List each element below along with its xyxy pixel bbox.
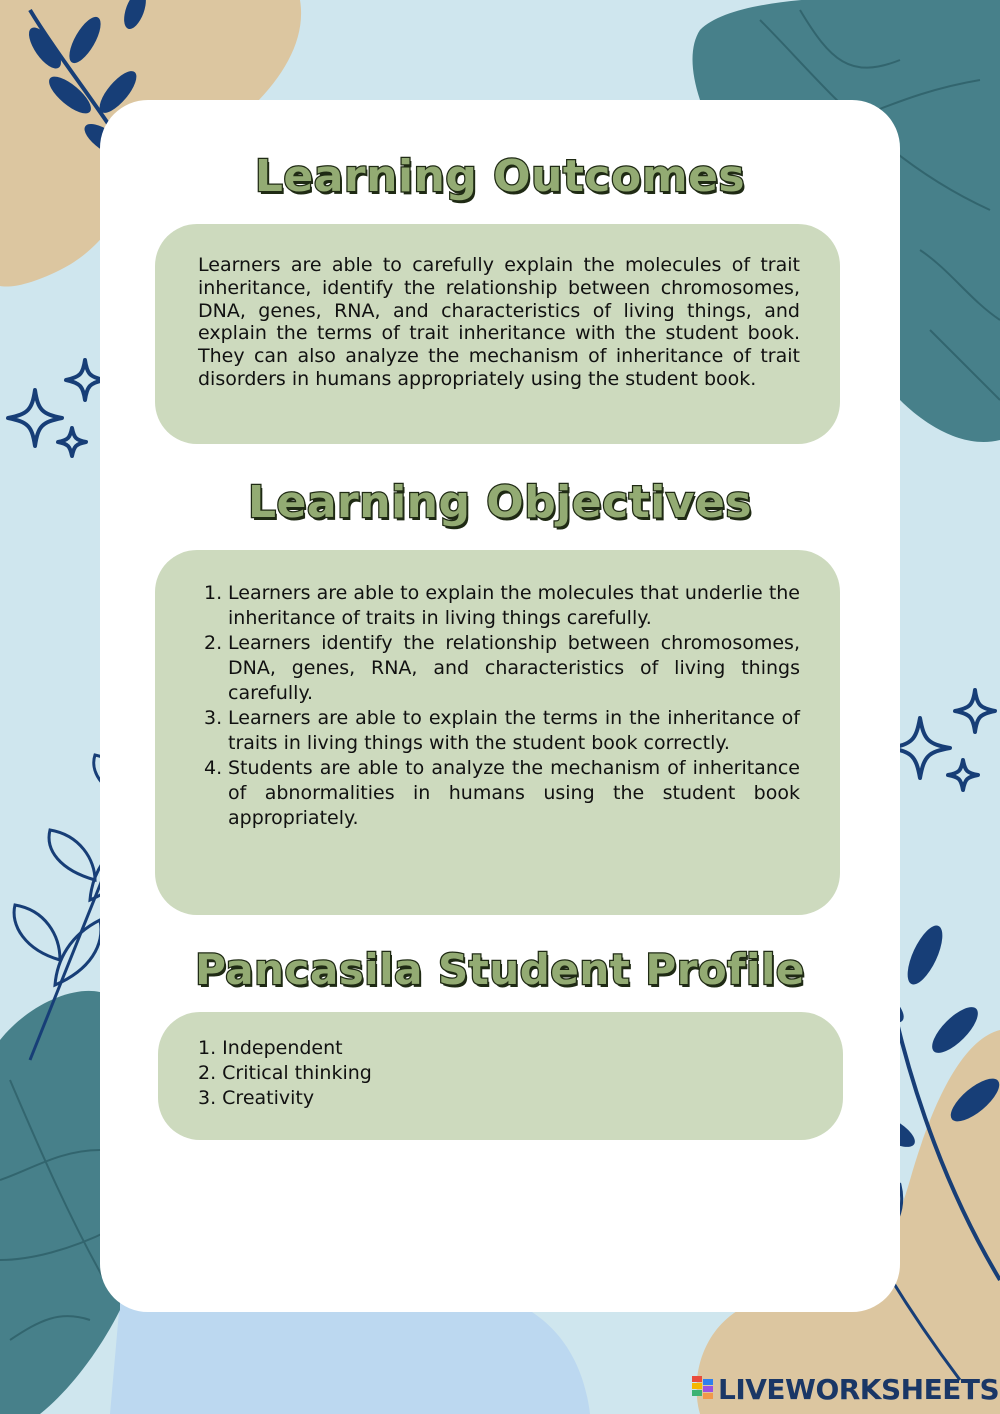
list-item bbox=[200, 756, 800, 831]
list-item: 3. Creativity bbox=[198, 1087, 315, 1109]
objectives-list bbox=[200, 581, 800, 831]
list-item-number: 3. bbox=[204, 707, 223, 729]
watermark-text: LIVEWORKSHEETS bbox=[718, 1372, 1000, 1406]
sparkle-icon-right bbox=[890, 690, 995, 790]
list-item-text: Learners identify the relationship between chromosomes, DNA, genes, RNA, and characteristics of living things carefully. bbox=[228, 632, 800, 704]
learning-outcomes-heading: Learning Outcomes bbox=[254, 151, 746, 202]
list-item-text: Learners are able to explain the terms in the inheritance of traits in living things with the student book correctly. bbox=[228, 707, 800, 754]
sparkle-icon-left bbox=[8, 360, 104, 456]
list-item bbox=[200, 706, 800, 756]
liveworksheets-watermark bbox=[692, 1372, 999, 1406]
list-item: 1. Independent bbox=[198, 1037, 343, 1059]
profile-list bbox=[198, 1036, 803, 1111]
pancasila-profile-box bbox=[158, 1012, 843, 1140]
list-item-number: 4. bbox=[204, 757, 223, 779]
learning-objectives-box bbox=[155, 550, 840, 915]
learning-objectives-heading: Learning Objectives bbox=[247, 477, 753, 528]
list-item bbox=[200, 581, 800, 631]
pancasila-profile-heading: Pancasila Student Profile bbox=[195, 945, 805, 994]
list-item-text: Students are able to analyze the mechanism of inheritance of abnormalities in humans using the student book appropriately. bbox=[228, 757, 800, 829]
learning-outcomes-box bbox=[155, 224, 840, 444]
list-item-number: 2. bbox=[204, 632, 223, 654]
list-item bbox=[200, 631, 800, 706]
list-item: 2. Critical thinking bbox=[198, 1062, 372, 1084]
list-item-text: Learners are able to explain the molecules that underlie the inheritance of traits in living things carefully. bbox=[228, 582, 800, 629]
liveworksheets-logo-icon bbox=[692, 1376, 714, 1402]
learning-outcomes-text: Learners are able to carefully explain the molecules of trait inheritance, identify the relationship between chromosomes, DNA, genes, RNA, and characteristics of living things, and explain the terms of trait inheritance with the student book. They can also analyze the mechanism of inheritance of trait disorders in humans appropriately using the student book. bbox=[198, 254, 800, 390]
list-item-number: 1. bbox=[204, 582, 223, 604]
